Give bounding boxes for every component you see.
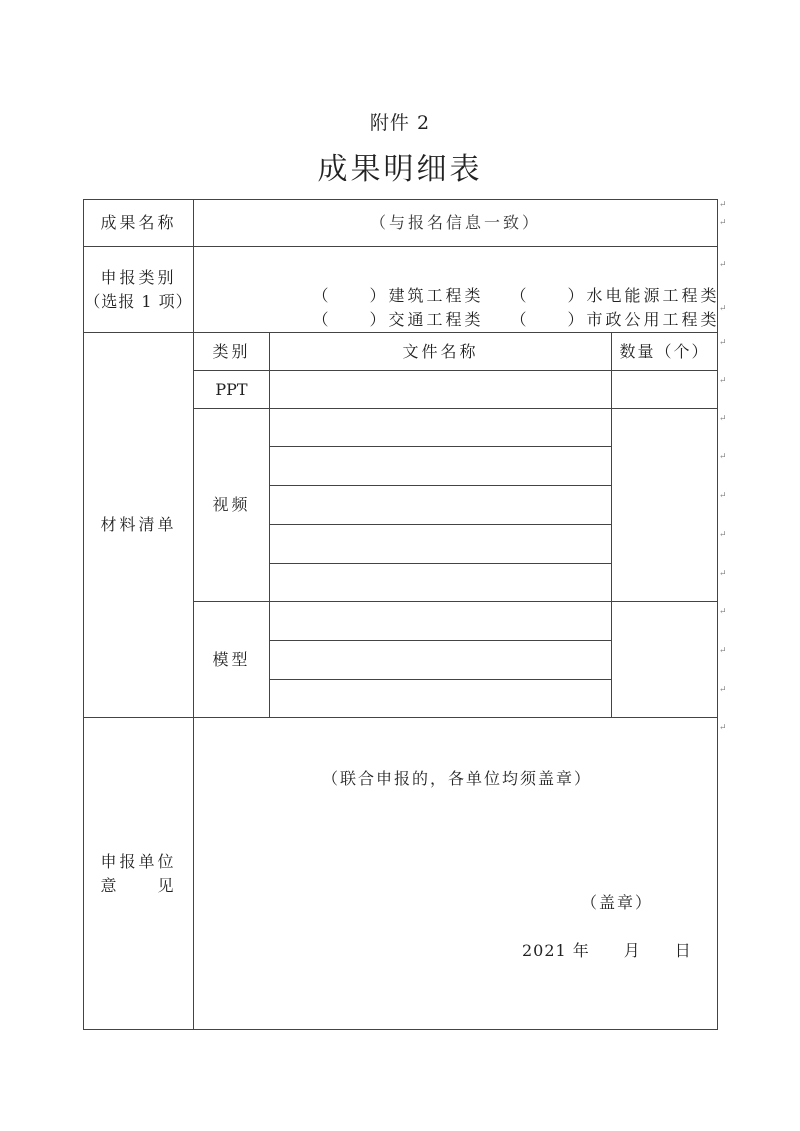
option-label: 市政公用工程类 <box>586 310 720 329</box>
paragraph-mark: ↵ <box>719 685 727 695</box>
model-filename-field[interactable] <box>270 602 611 640</box>
type-model: 模型 <box>212 649 251 669</box>
checkbox-paren[interactable]: （ ） <box>312 310 389 329</box>
ppt-count-field[interactable] <box>612 371 717 408</box>
column-header-filename: 文件名称 <box>402 341 479 361</box>
category-label-line1: 申报类别 <box>100 267 177 287</box>
paragraph-mark: ↵ <box>719 338 727 348</box>
paragraph-mark: ↵ <box>719 260 727 270</box>
category-label <box>84 247 193 332</box>
paragraph-mark: ↵ <box>719 607 727 617</box>
model-count-field[interactable] <box>612 602 717 717</box>
date-line: 2021 年 月 日 <box>522 941 692 960</box>
checkbox-paren[interactable]: （ ） <box>510 310 587 329</box>
results-detail-table <box>83 199 718 1030</box>
video-filename-field[interactable] <box>270 486 611 524</box>
paragraph-mark: ↵ <box>719 646 727 656</box>
model-filename-field[interactable] <box>270 641 611 679</box>
option-label: 交通工程类 <box>388 310 484 329</box>
column-header-type: 类别 <box>212 341 251 361</box>
paragraph-mark: ↵ <box>719 200 727 210</box>
paragraph-mark: ↵ <box>719 218 727 228</box>
seal-label: （盖章） <box>581 893 654 912</box>
option-label: 水电能源工程类 <box>586 286 720 305</box>
type-video: 视频 <box>212 495 251 514</box>
video-filename-field[interactable] <box>270 409 611 446</box>
type-ppt: PPT <box>215 379 248 399</box>
paragraph-mark: ↵ <box>719 414 727 424</box>
page-title: 成果明细表 <box>317 152 483 187</box>
name-field[interactable]: （与报名信息一致） <box>369 213 541 232</box>
paragraph-mark: ↵ <box>719 491 727 501</box>
opinion-label <box>84 718 193 1029</box>
checkbox-paren[interactable]: （ ） <box>312 286 389 305</box>
joint-application-note: （联合申报的，各单位均须盖章） <box>322 769 593 788</box>
video-filename-field[interactable] <box>270 447 611 485</box>
paragraph-mark: ↵ <box>719 376 727 386</box>
paragraph-mark: ↵ <box>719 304 727 314</box>
name-label: 成果名称 <box>100 213 177 232</box>
attachment-label: 附件 2 <box>369 112 431 134</box>
paragraph-mark: ↵ <box>719 569 727 579</box>
category-label-line2: （选报 1 项） <box>84 291 193 311</box>
checkbox-paren[interactable]: （ ） <box>510 286 587 305</box>
opinion-label-line2: 意 见 <box>100 875 177 895</box>
model-filename-field[interactable] <box>270 680 611 717</box>
option-label: 建筑工程类 <box>388 286 484 305</box>
paragraph-mark: ↵ <box>719 530 727 540</box>
column-header-count: 数量（个） <box>619 341 710 361</box>
video-count-field[interactable] <box>612 409 717 601</box>
opinion-label-line1: 申报单位 <box>100 851 177 871</box>
video-filename-field[interactable] <box>270 525 611 563</box>
materials-label: 材料清单 <box>100 515 177 534</box>
video-filename-field[interactable] <box>270 564 611 601</box>
paragraph-mark: ↵ <box>719 452 727 462</box>
paragraph-mark: ↵ <box>719 723 727 733</box>
opinion-field[interactable] <box>194 718 717 1029</box>
ppt-filename-field[interactable] <box>270 371 611 408</box>
